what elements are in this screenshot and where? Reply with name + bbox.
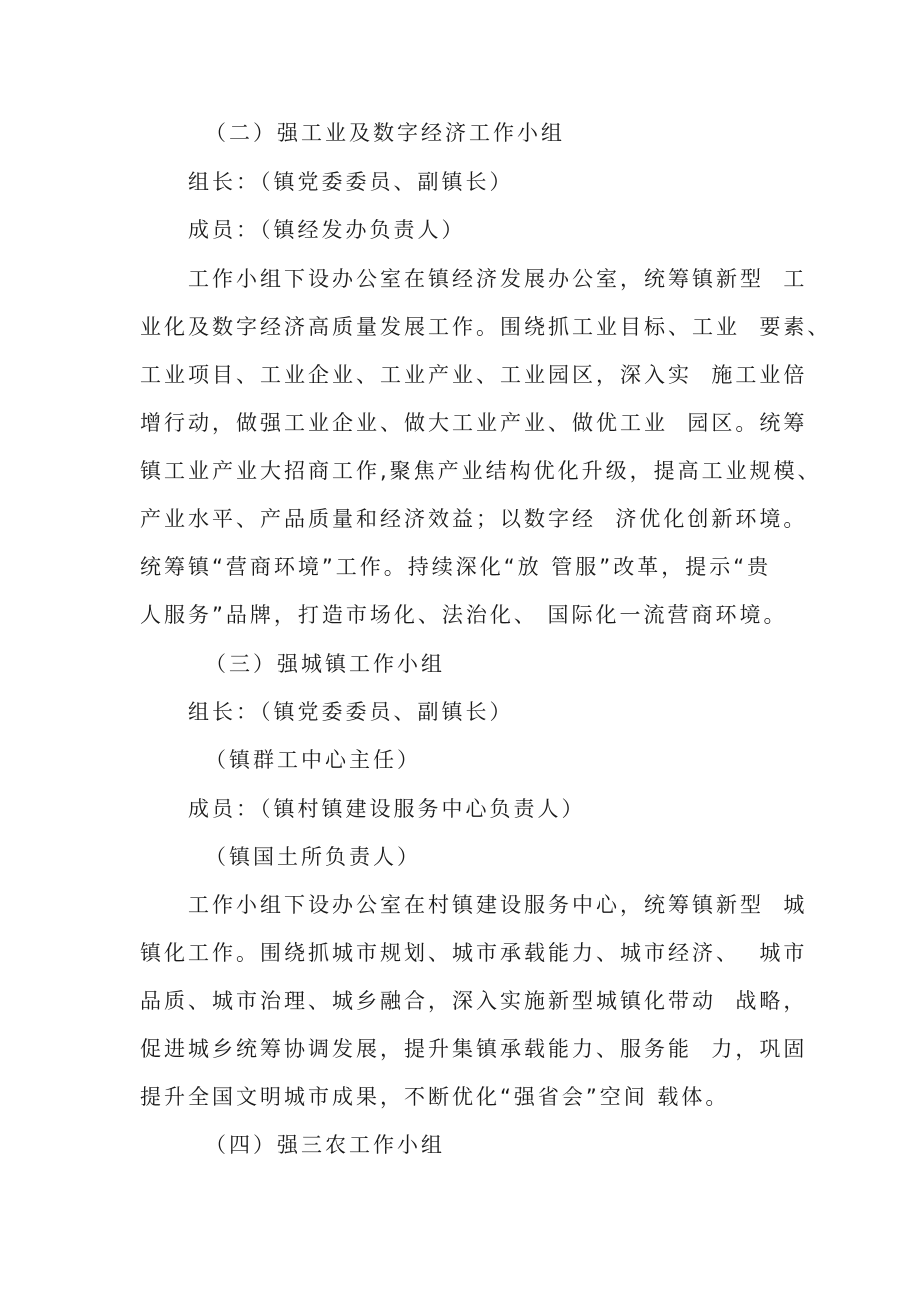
paragraph-line: 镇工业产业大招商工作,聚焦产业结构优化升级，提高工业规模、 xyxy=(140,459,822,483)
paragraph-line: 工业项目、工业企业、工业产业、工业园区，深入实 施工业倍 xyxy=(140,363,808,387)
group-members-line: 成员：（镇经发办负责人） xyxy=(188,218,466,242)
paragraph-line: 提升全国文明城市成果，不断优化“强省会”空间 载体。 xyxy=(140,1085,730,1109)
paragraph-line: 增行动，做强工业企业、做大工业产业、做优工业 园区。统筹 xyxy=(140,411,808,435)
group-members-line-2: （镇国土所负责人） xyxy=(205,845,421,869)
paragraph-line: 统筹镇“营商环境”工作。持续深化“放 管服”改革，提示“贵 xyxy=(140,555,772,579)
section-heading: （二）强工业及数字经济工作小组 xyxy=(205,121,565,145)
paragraph-line: 镇化工作。围绕抓城市规划、城市承载能力、城市经济、 城市 xyxy=(140,941,808,965)
group-leader-line: 组长：（镇党委委员、副镇长） xyxy=(188,170,514,194)
paragraph-line: 人服务”品牌，打造市场化、法治化、 国际化一流营商环境。 xyxy=(140,603,788,627)
group-leader-line: 组长：（镇党委委员、副镇长） xyxy=(188,700,514,724)
paragraph-line: 业化及数字经济高质量发展工作。围绕抓工业目标、工业 要素、 xyxy=(140,315,832,339)
paragraph-line: 促进城乡统筹协调发展，提升集镇承载能力、服务能 力，巩固 xyxy=(140,1037,808,1061)
paragraph-line: 产业水平、产品质量和经济效益；以数字经 济优化创新环境。 xyxy=(140,507,808,531)
section-heading: （三）强城镇工作小组 xyxy=(205,652,445,676)
group-members-line: 成员：（镇村镇建设服务中心负责人） xyxy=(188,797,586,821)
paragraph-line: 工作小组下设办公室在村镇建设服务中心，统筹镇新型 城 xyxy=(188,893,808,917)
section-heading: （四）强三农工作小组 xyxy=(205,1133,445,1157)
paragraph-line: 品质、城市治理、城乡融合，深入实施新型城镇化带动 战略， xyxy=(140,989,808,1013)
paragraph-line: 工作小组下设办公室在镇经济发展办公室，统筹镇新型 工 xyxy=(188,267,808,291)
group-leader-line-2: （镇群工中心主任） xyxy=(205,748,421,772)
